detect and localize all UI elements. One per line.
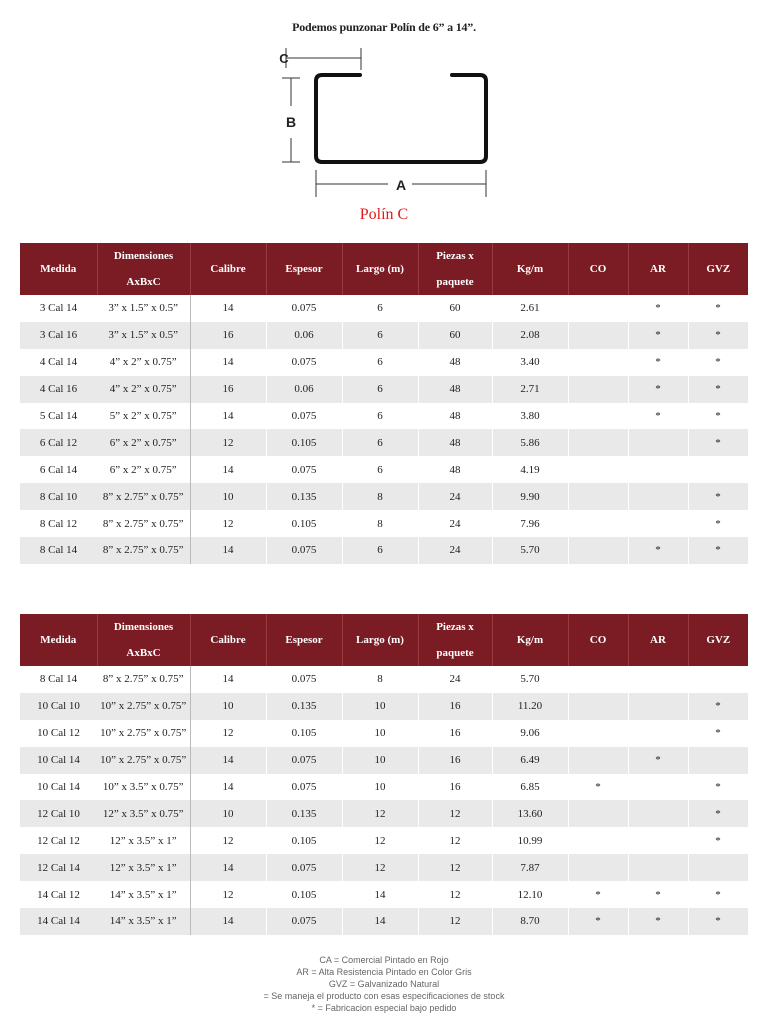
cell-dimensiones: 6” x 2” x 0.75” — [97, 456, 190, 483]
cell-ar — [628, 483, 688, 510]
cell-gvz: * — [688, 322, 748, 349]
cell-espesor: 0.135 — [266, 693, 342, 720]
header-kgm: Kg/m — [492, 614, 568, 666]
cell-calibre: 14 — [190, 456, 266, 483]
cell-ar: * — [628, 908, 688, 935]
cell-dimensiones: 8” x 2.75” x 0.75” — [97, 537, 190, 564]
cell-medida: 8 Cal 10 — [20, 483, 97, 510]
table-row — [20, 881, 748, 908]
cell-gvz: * — [688, 403, 748, 430]
header-piezas — [418, 243, 492, 295]
cell-ar — [628, 693, 688, 720]
cell-piezas: 48 — [418, 349, 492, 376]
header-espesor: Espesor — [266, 614, 342, 666]
cell-espesor: 0.075 — [266, 747, 342, 774]
cell-gvz: * — [688, 483, 748, 510]
cell-co — [568, 666, 628, 693]
cell-piezas: 48 — [418, 456, 492, 483]
cell-espesor: 0.135 — [266, 800, 342, 827]
cell-ar — [628, 510, 688, 537]
cell-piezas: 48 — [418, 403, 492, 430]
header-dimensiones-line1: Dimensiones — [113, 621, 174, 633]
legend-line: CA = Comercial Pintado en Rojo — [319, 955, 449, 965]
cell-largo: 10 — [342, 774, 418, 801]
table-row — [20, 537, 748, 564]
cell-piezas: 24 — [418, 510, 492, 537]
cell-kgm: 5.70 — [492, 666, 568, 693]
cell-co — [568, 693, 628, 720]
cell-piezas: 48 — [418, 429, 492, 456]
cell-co — [568, 403, 628, 430]
cell-kgm: 3.40 — [492, 349, 568, 376]
legend-line: AR = Alta Resistencia Pintado en Color Gris — [296, 967, 472, 977]
cell-kgm: 9.06 — [492, 720, 568, 747]
cell-calibre: 10 — [190, 693, 266, 720]
cell-calibre: 14 — [190, 403, 266, 430]
diagram-title: Polín C — [359, 206, 409, 223]
cell-ar: * — [628, 295, 688, 322]
table-row — [20, 854, 748, 881]
cell-ar — [628, 774, 688, 801]
cell-piezas: 12 — [418, 854, 492, 881]
cell-co — [568, 376, 628, 403]
cell-kgm: 5.86 — [492, 429, 568, 456]
cell-espesor: 0.105 — [266, 827, 342, 854]
cell-gvz: * — [688, 800, 748, 827]
cell-co — [568, 854, 628, 881]
cell-largo: 14 — [342, 881, 418, 908]
cell-espesor: 0.075 — [266, 537, 342, 564]
cell-calibre: 12 — [190, 881, 266, 908]
cell-gvz: * — [688, 908, 748, 935]
cell-gvz: * — [688, 429, 748, 456]
cell-largo: 12 — [342, 800, 418, 827]
cell-medida: 8 Cal 14 — [20, 537, 97, 564]
cell-kgm: 5.70 — [492, 537, 568, 564]
cell-medida: 14 Cal 14 — [20, 908, 97, 935]
table-body — [20, 295, 748, 564]
cell-dimensiones: 5” x 2” x 0.75” — [97, 403, 190, 430]
cell-calibre: 14 — [190, 349, 266, 376]
cell-kgm: 12.10 — [492, 881, 568, 908]
cell-co — [568, 295, 628, 322]
cell-calibre: 14 — [190, 537, 266, 564]
cell-kgm: 2.61 — [492, 295, 568, 322]
cell-dimensiones: 14” x 3.5” x 1” — [97, 881, 190, 908]
cell-medida: 4 Cal 16 — [20, 376, 97, 403]
table-row — [20, 908, 748, 935]
cell-medida: 12 Cal 14 — [20, 854, 97, 881]
header-piezas-line1: Piezas x — [436, 621, 474, 633]
cell-piezas: 16 — [418, 747, 492, 774]
spec-table-1 — [20, 243, 749, 564]
cell-dimensiones: 10” x 2.75” x 0.75” — [97, 720, 190, 747]
cell-medida: 3 Cal 14 — [20, 295, 97, 322]
cell-espesor: 0.105 — [266, 429, 342, 456]
label-a: A — [395, 177, 407, 193]
cell-gvz: * — [688, 295, 748, 322]
page-heading: Podemos punzonar Polín de 6” a 14”. — [292, 20, 476, 34]
cell-kgm: 8.70 — [492, 908, 568, 935]
cell-largo: 14 — [342, 908, 418, 935]
header-medida: Medida — [20, 243, 97, 295]
c-profile-shape — [316, 75, 486, 162]
cell-gvz — [688, 456, 748, 483]
cell-largo: 10 — [342, 747, 418, 774]
cell-piezas: 12 — [418, 881, 492, 908]
cell-espesor: 0.06 — [266, 376, 342, 403]
cell-largo: 6 — [342, 295, 418, 322]
cell-calibre: 14 — [190, 747, 266, 774]
cell-ar — [628, 827, 688, 854]
cell-espesor: 0.105 — [266, 881, 342, 908]
cell-calibre: 14 — [190, 295, 266, 322]
cell-espesor: 0.105 — [266, 510, 342, 537]
cell-kgm: 6.49 — [492, 747, 568, 774]
cell-espesor: 0.075 — [266, 908, 342, 935]
cell-gvz: * — [688, 881, 748, 908]
cell-espesor: 0.075 — [266, 666, 342, 693]
table-row — [20, 322, 748, 349]
header-dimensiones-line2: AxBxC — [126, 276, 161, 288]
cell-co: * — [568, 908, 628, 935]
legend-line: = Se maneja el producto con esas especificaciones de stock — [263, 991, 505, 1001]
table-row — [20, 827, 748, 854]
header-espesor: Espesor — [266, 243, 342, 295]
header-kgm: Kg/m — [492, 243, 568, 295]
cell-espesor: 0.105 — [266, 720, 342, 747]
cell-espesor: 0.06 — [266, 322, 342, 349]
cell-medida: 6 Cal 14 — [20, 456, 97, 483]
header-ar: AR — [628, 614, 688, 666]
cell-medida: 5 Cal 14 — [20, 403, 97, 430]
header-piezas — [418, 614, 492, 666]
cell-medida: 10 Cal 14 — [20, 774, 97, 801]
cell-medida: 6 Cal 12 — [20, 429, 97, 456]
header-co: CO — [568, 614, 628, 666]
cell-gvz: * — [688, 693, 748, 720]
table-body — [20, 666, 748, 935]
cell-gvz: * — [688, 774, 748, 801]
cell-gvz: * — [688, 510, 748, 537]
table-header-row — [20, 614, 748, 666]
cell-kgm: 3.80 — [492, 403, 568, 430]
cell-ar — [628, 854, 688, 881]
cell-medida: 10 Cal 14 — [20, 747, 97, 774]
table-row — [20, 510, 748, 537]
cell-calibre: 14 — [190, 666, 266, 693]
cell-espesor: 0.075 — [266, 854, 342, 881]
cell-dimensiones: 3” x 1.5” x 0.5” — [97, 295, 190, 322]
table-row — [20, 349, 748, 376]
header-medida: Medida — [20, 614, 97, 666]
header-dimensiones — [97, 243, 190, 295]
cell-ar — [628, 720, 688, 747]
cell-calibre: 10 — [190, 483, 266, 510]
table-row — [20, 456, 748, 483]
cell-kgm: 9.90 — [492, 483, 568, 510]
cell-ar: * — [628, 322, 688, 349]
cell-dimensiones: 12” x 3.5” x 1” — [97, 827, 190, 854]
header-calibre: Calibre — [190, 243, 266, 295]
cell-kgm: 6.85 — [492, 774, 568, 801]
cell-ar — [628, 666, 688, 693]
cell-espesor: 0.075 — [266, 403, 342, 430]
cell-ar: * — [628, 537, 688, 564]
cell-co — [568, 537, 628, 564]
cell-gvz — [688, 747, 748, 774]
cell-largo: 6 — [342, 429, 418, 456]
cell-kgm: 7.96 — [492, 510, 568, 537]
legend-line: GVZ = Galvanizado Natural — [328, 979, 440, 989]
cell-ar: * — [628, 376, 688, 403]
cell-medida: 12 Cal 10 — [20, 800, 97, 827]
cell-piezas: 24 — [418, 666, 492, 693]
cell-co — [568, 483, 628, 510]
cell-largo: 10 — [342, 720, 418, 747]
spec-table-2 — [20, 614, 749, 935]
cell-espesor: 0.075 — [266, 774, 342, 801]
cell-medida: 10 Cal 10 — [20, 693, 97, 720]
header-co: CO — [568, 243, 628, 295]
table-row — [20, 666, 748, 693]
cell-co — [568, 800, 628, 827]
cell-gvz: * — [688, 827, 748, 854]
cell-dimensiones: 10” x 2.75” x 0.75” — [97, 747, 190, 774]
cell-calibre: 12 — [190, 429, 266, 456]
header-dimensiones-line2: AxBxC — [126, 647, 161, 659]
cell-gvz: * — [688, 349, 748, 376]
cell-ar: * — [628, 747, 688, 774]
cell-medida: 14 Cal 12 — [20, 881, 97, 908]
cell-ar: * — [628, 349, 688, 376]
table-row — [20, 800, 748, 827]
table-row — [20, 429, 748, 456]
cell-espesor: 0.075 — [266, 349, 342, 376]
cell-dimensiones: 8” x 2.75” x 0.75” — [97, 666, 190, 693]
header-gvz: GVZ — [688, 243, 748, 295]
cell-dimensiones: 8” x 2.75” x 0.75” — [97, 510, 190, 537]
cell-co — [568, 747, 628, 774]
cell-gvz: * — [688, 376, 748, 403]
cell-co — [568, 720, 628, 747]
cell-ar — [628, 456, 688, 483]
legend-line: * = Fabricacion especial bajo pedido — [311, 1003, 457, 1013]
cell-kgm: 13.60 — [492, 800, 568, 827]
cell-kgm: 2.08 — [492, 322, 568, 349]
cell-co — [568, 429, 628, 456]
header-largo: Largo (m) — [342, 243, 418, 295]
cell-dimensiones: 12” x 3.5” x 0.75” — [97, 800, 190, 827]
header-piezas-line2: paquete — [436, 647, 474, 659]
cell-medida: 8 Cal 14 — [20, 666, 97, 693]
polin-c-diagram — [270, 42, 500, 202]
cell-kgm: 4.19 — [492, 456, 568, 483]
cell-piezas: 24 — [418, 537, 492, 564]
header-piezas-line1: Piezas x — [436, 250, 474, 262]
cell-co — [568, 827, 628, 854]
header-gvz: GVZ — [688, 614, 748, 666]
cell-largo: 12 — [342, 854, 418, 881]
table-row — [20, 483, 748, 510]
cell-calibre: 14 — [190, 854, 266, 881]
cell-gvz: * — [688, 720, 748, 747]
cell-medida: 10 Cal 12 — [20, 720, 97, 747]
header-piezas-line2: paquete — [436, 276, 474, 288]
header-ar: AR — [628, 243, 688, 295]
table-row — [20, 403, 748, 430]
cell-largo: 8 — [342, 666, 418, 693]
header-calibre: Calibre — [190, 614, 266, 666]
cell-largo: 6 — [342, 456, 418, 483]
cell-dimensiones: 10” x 3.5” x 0.75” — [97, 774, 190, 801]
cell-dimensiones: 12” x 3.5” x 1” — [97, 854, 190, 881]
table-row — [20, 774, 748, 801]
cell-largo: 8 — [342, 510, 418, 537]
cell-co — [568, 349, 628, 376]
cell-piezas: 16 — [418, 774, 492, 801]
cell-kgm: 2.71 — [492, 376, 568, 403]
cell-medida: 3 Cal 16 — [20, 322, 97, 349]
table-row — [20, 747, 748, 774]
cell-piezas: 24 — [418, 483, 492, 510]
cell-dimensiones: 10” x 2.75” x 0.75” — [97, 693, 190, 720]
header-largo: Largo (m) — [342, 614, 418, 666]
cell-kgm: 7.87 — [492, 854, 568, 881]
cell-calibre: 12 — [190, 720, 266, 747]
cell-ar: * — [628, 403, 688, 430]
cell-dimensiones: 6” x 2” x 0.75” — [97, 429, 190, 456]
cell-dimensiones: 8” x 2.75” x 0.75” — [97, 483, 190, 510]
cell-co: * — [568, 881, 628, 908]
legend — [0, 954, 768, 1014]
cell-gvz — [688, 666, 748, 693]
cell-calibre: 16 — [190, 376, 266, 403]
cell-piezas: 60 — [418, 295, 492, 322]
cell-medida: 4 Cal 14 — [20, 349, 97, 376]
cell-medida: 12 Cal 12 — [20, 827, 97, 854]
cell-piezas: 12 — [418, 827, 492, 854]
cell-co: * — [568, 774, 628, 801]
header-dimensiones-line1: Dimensiones — [113, 250, 174, 262]
cell-espesor: 0.075 — [266, 295, 342, 322]
cell-calibre: 12 — [190, 510, 266, 537]
table-row — [20, 720, 748, 747]
cell-co — [568, 456, 628, 483]
cell-ar — [628, 429, 688, 456]
cell-ar — [628, 800, 688, 827]
cell-largo: 6 — [342, 403, 418, 430]
cell-calibre: 10 — [190, 800, 266, 827]
cell-largo: 12 — [342, 827, 418, 854]
cell-largo: 6 — [342, 376, 418, 403]
cell-espesor: 0.135 — [266, 483, 342, 510]
cell-piezas: 12 — [418, 908, 492, 935]
table-row — [20, 376, 748, 403]
cell-dimensiones: 4” x 2” x 0.75” — [97, 349, 190, 376]
cell-gvz: * — [688, 537, 748, 564]
cell-ar: * — [628, 881, 688, 908]
table-row — [20, 295, 748, 322]
cell-largo: 6 — [342, 537, 418, 564]
cell-co — [568, 322, 628, 349]
cell-calibre: 16 — [190, 322, 266, 349]
cell-kgm: 11.20 — [492, 693, 568, 720]
cell-dimensiones: 3” x 1.5” x 0.5” — [97, 322, 190, 349]
cell-largo: 6 — [342, 349, 418, 376]
cell-piezas: 16 — [418, 720, 492, 747]
header-dimensiones — [97, 614, 190, 666]
cell-co — [568, 510, 628, 537]
cell-calibre: 12 — [190, 827, 266, 854]
label-b: B — [285, 114, 297, 130]
cell-calibre: 14 — [190, 774, 266, 801]
cell-piezas: 48 — [418, 376, 492, 403]
cell-calibre: 14 — [190, 908, 266, 935]
cell-piezas: 60 — [418, 322, 492, 349]
label-c: C — [279, 51, 289, 66]
cell-kgm: 10.99 — [492, 827, 568, 854]
cell-largo: 6 — [342, 322, 418, 349]
cell-piezas: 12 — [418, 800, 492, 827]
cell-piezas: 16 — [418, 693, 492, 720]
cell-largo: 8 — [342, 483, 418, 510]
table-row — [20, 693, 748, 720]
cell-dimensiones: 4” x 2” x 0.75” — [97, 376, 190, 403]
cell-medida: 8 Cal 12 — [20, 510, 97, 537]
cell-largo: 10 — [342, 693, 418, 720]
cell-gvz — [688, 854, 748, 881]
table-header-row — [20, 243, 748, 295]
cell-espesor: 0.075 — [266, 456, 342, 483]
cell-dimensiones: 14” x 3.5” x 1” — [97, 908, 190, 935]
